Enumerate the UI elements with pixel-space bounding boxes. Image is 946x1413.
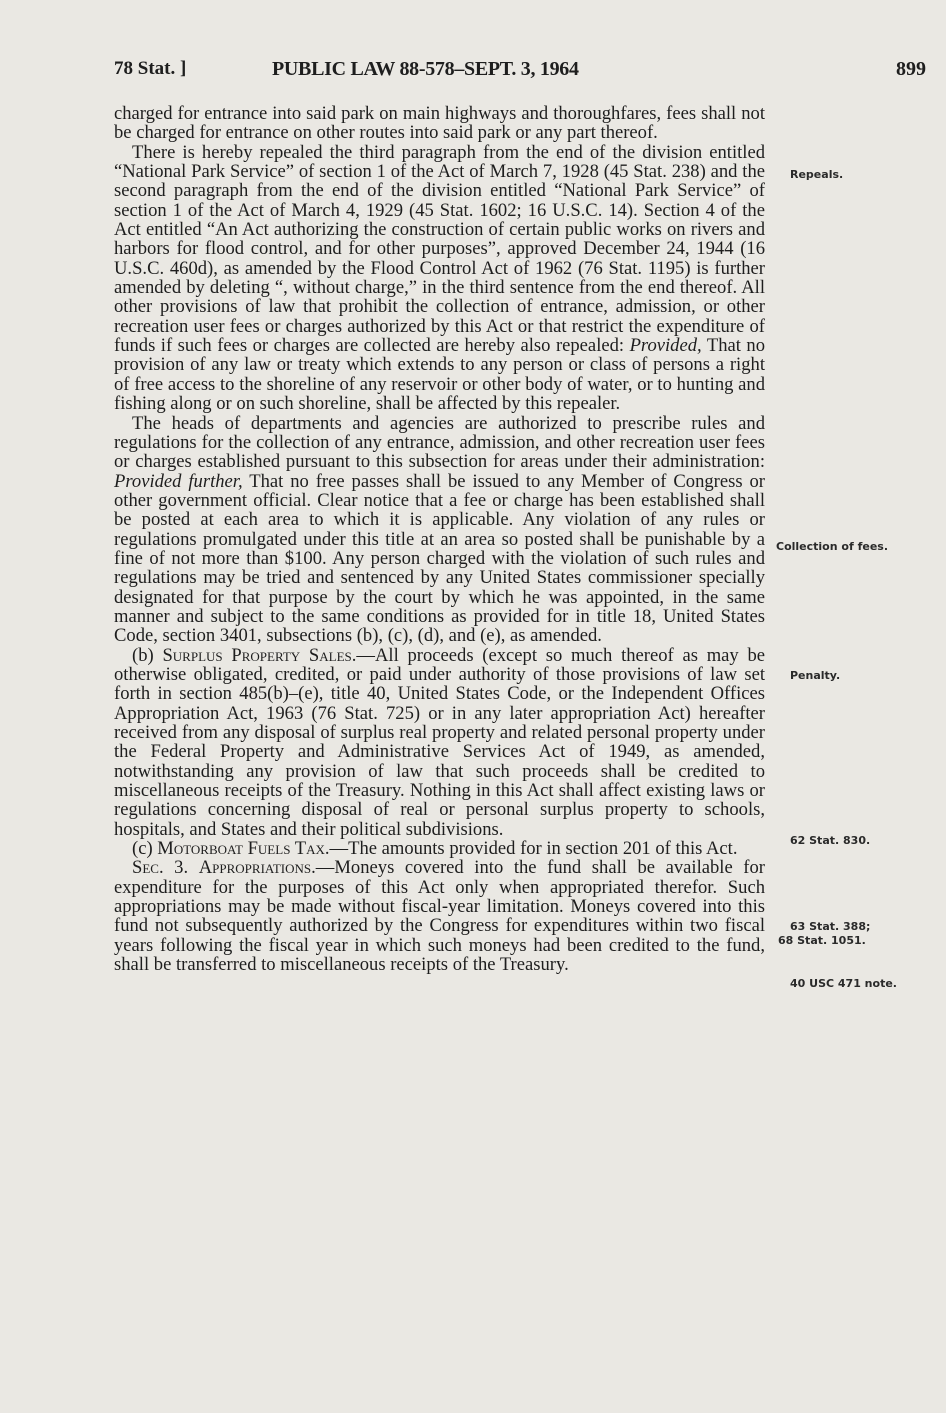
surplus-heading: Surplus Property Sales. [162,644,357,666]
margin-note-63-stat: 63 Stat. 388; [790,920,871,933]
margin-note-repeals: Repeals. [790,168,844,181]
paragraph-appropriations [114,858,765,974]
page-header [114,58,926,88]
collection-tail: That no free passes shall be issued to any Member of Congress or other government official. Clear notice that a fee or charge has been established shall be posted at each area to which it is applicable. Any violation of any rules or regulations promulgated under this title at an area so posted shall be punishable by a fine of not more than $100. Any person charged with the violation of such rules and regulations may be tried and sentenced by any United States commissioner specially designated for that purpose by the court by which he was appointed, in the same manner and subject to the same conditions as provided for in title 18, United States Code, section 3401, subsections (b), (c), (d), and (e), as amended. [114,470,765,647]
motorboat-text: —The amounts provided for in section 201 of this Act. [329,838,738,860]
margin-note-40-usc: 40 USC 471 note. [790,977,897,990]
surplus-label: (b) [132,644,154,666]
margin-note-collection: Collection of fees. [776,540,889,553]
surplus-text: —All proceeds (except so much thereof as may be otherwise obligated, credited, or paid under authority of those provisions of law set forth in section 485(b)–(e), title 40, United States Code, or the Independent Offices Appropriation Act, 1963 (76 Stat. 725) or in any later appropriation Act) hereafter received from any disposal of surplus real property and related personal property under the Federal Property and Administrative Services Act of 1949, as amended, notwithstanding any provision of law that such proceeds shall be credited to miscellaneous receipts of the Treasury. Nothing in this Act shall affect existing laws or regulations concerning disposal of real or personal surplus property to schools, hospitals, and States and their political subdivisions. [114,644,765,840]
paragraph-continuation: charged for entrance into said park on main highways and thoroughfares, fees shall not be charged for entrance on other routes into said park or any part thereof. [114,103,765,144]
margin-note-62-stat: 62 Stat. 830. [790,834,871,847]
proviso-further-italic: Provided further, [114,470,243,492]
repeals-tail: That no provision of any law or treaty which extends to any person or class of persons a right of free access to the shoreline of any reservoir or other body of water, or to hunting and fishing along or on such shoreline, shall be affected by this repealer. [114,335,765,415]
paragraph-repeals [114,143,765,414]
motorboat-label: (c) [132,838,153,860]
paragraph-collection [114,414,765,646]
repeals-text: There is hereby repealed the third paragraph from the end of the division entitled “National Park Service” of section 1 of the Act of March 7, 1928 (45 Stat. 238) and the second paragraph from the end of the division entitled “National Park Service” of section 1 of the Act of March 4, 1929 (45 Stat. 1602; 16 U.S.C. 14). Section 4 of the Act entitled “An Act authorizing the construction of certain public works on rivers and harbors for flood control, and for other purposes”, approved December 24, 1944 (16 U.S.C. 460d), as amended by the Flood Control Act of 1962 (76 Stat. 1195) is further amended by deleting “, without charge,” in the third sentence from the end thereof. All other provisions of law that prohibit the collection of entrance, admission, or other recreation user fees or charges authorized by this Act or that restrict the expenditure of funds if such fees or charges are collected are hereby also repealed: [114,141,765,357]
margin-note-penalty: Penalty. [790,669,841,682]
page-number: 899 [896,58,926,80]
volume-label: 78 Stat. ] [114,58,187,79]
paragraph-motorboat [114,839,765,858]
proviso-italic: Provided, [629,335,702,357]
margin-note-68-stat: 68 Stat. 1051. [778,934,866,947]
law-title: PUBLIC LAW 88-578–SEPT. 3, 1964 [272,58,579,80]
appropriations-heading: Appropriations. [198,857,316,879]
motorboat-heading: Motorboat Fuels Tax. [157,838,330,860]
paragraph-surplus [114,646,765,839]
statute-body [114,104,765,974]
section-label: Sec. 3. [132,857,189,879]
collection-text: The heads of departments and agencies are authorized to prescribe rules and regulations for the collection of any entrance, admission, and other recreation user fees or charges established pursuant to this subsection for areas under their administration: [114,412,765,473]
appropriations-text: —Moneys covered into the fund shall be available for expenditure for the purposes of this Act only when appropriated therefor. Such appropriations may be made without fiscal-year limitation. Moneys covered into this fund not subsequently authorized by the Congress for expenditures within two fiscal years following the fiscal year in which such moneys had been credited to the fund, shall be transferred to miscellaneous receipts of the Treasury. [114,857,765,976]
